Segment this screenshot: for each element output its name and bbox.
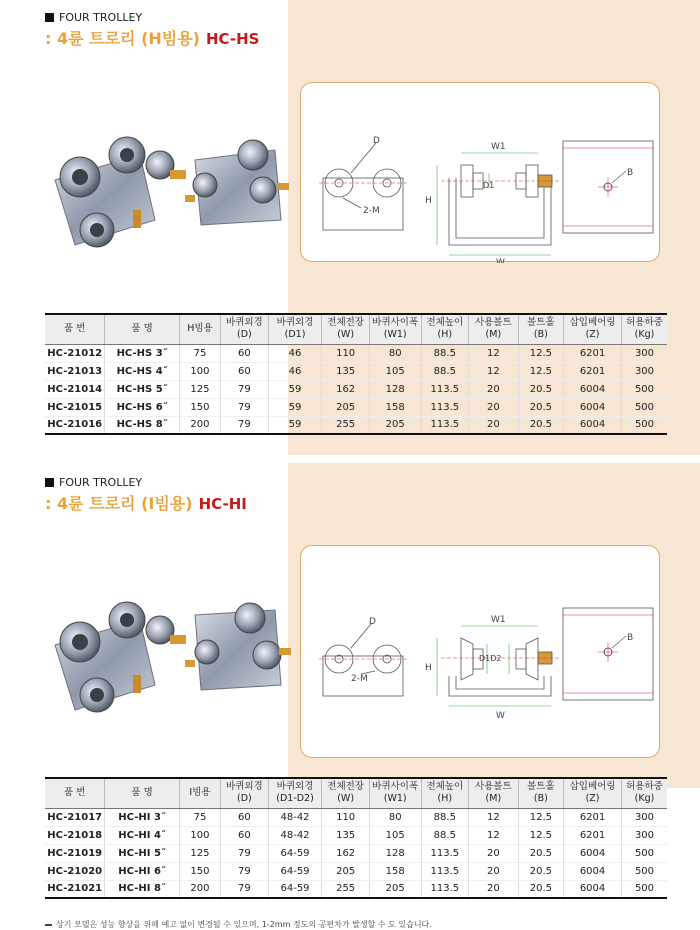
table-row bbox=[45, 826, 667, 844]
table-cell: 80 bbox=[369, 808, 421, 826]
table-cell: 59 bbox=[268, 380, 322, 398]
table-cell: 500 bbox=[621, 880, 667, 898]
table-cell: 12 bbox=[469, 808, 519, 826]
table-cell: 6004 bbox=[564, 380, 622, 398]
table-cell: 12.5 bbox=[518, 808, 563, 826]
table-cell: 59 bbox=[268, 398, 322, 416]
table-cell: HC-21015 bbox=[45, 398, 105, 416]
square-bullet-icon bbox=[45, 13, 54, 22]
table-cell: HC-21017 bbox=[45, 808, 105, 826]
table-cell: HC-21014 bbox=[45, 380, 105, 398]
table-cell: HC-HI 3˝ bbox=[105, 808, 179, 826]
table-row bbox=[45, 398, 667, 416]
table-cell: 6201 bbox=[564, 362, 622, 380]
table-row bbox=[45, 862, 667, 880]
table-cell: 79 bbox=[221, 380, 269, 398]
table-cell: 500 bbox=[621, 416, 667, 434]
table-cell: 135 bbox=[322, 826, 370, 844]
table-cell: 46 bbox=[268, 362, 322, 380]
table-cell: 300 bbox=[621, 344, 667, 362]
table-cell: 64-59 bbox=[268, 862, 322, 880]
table-cell: 6004 bbox=[564, 844, 622, 862]
table-cell: HC-21019 bbox=[45, 844, 105, 862]
table-cell: 20.5 bbox=[518, 862, 563, 880]
table-cell: 105 bbox=[369, 362, 421, 380]
table-cell: 205 bbox=[322, 862, 370, 880]
table-cell: 60 bbox=[221, 808, 269, 826]
table-cell: 20 bbox=[469, 844, 519, 862]
diagram-label-d1: D1 bbox=[483, 181, 495, 190]
table-cell: 20.5 bbox=[518, 844, 563, 862]
table-cell: 162 bbox=[322, 380, 370, 398]
table-cell: 150 bbox=[179, 398, 220, 416]
table-cell: 500 bbox=[621, 862, 667, 880]
table-cell: 255 bbox=[322, 880, 370, 898]
table-cell: 20.5 bbox=[518, 380, 563, 398]
table-cell: 12.5 bbox=[518, 344, 563, 362]
table-cell: 20.5 bbox=[518, 398, 563, 416]
table-cell: 6201 bbox=[564, 344, 622, 362]
diagram-label-w: W bbox=[496, 711, 505, 721]
table-cell: 48-42 bbox=[268, 808, 322, 826]
table-cell: HC-HI 8˝ bbox=[105, 880, 179, 898]
table-cell: 200 bbox=[179, 416, 220, 434]
table-cell: HC-HS 8˝ bbox=[105, 416, 179, 434]
diagram-label-d: D bbox=[369, 617, 376, 627]
table-cell: 20 bbox=[469, 398, 519, 416]
table-cell: 64-59 bbox=[268, 844, 322, 862]
table-cell: 6004 bbox=[564, 862, 622, 880]
table-cell: HC-HS 4˝ bbox=[105, 362, 179, 380]
table-cell: 6201 bbox=[564, 808, 622, 826]
table-row bbox=[45, 344, 667, 362]
technical-drawing-hs bbox=[301, 83, 661, 263]
table-cell: 79 bbox=[221, 416, 269, 434]
table-cell: 300 bbox=[621, 826, 667, 844]
table-cell: HC-HI 6˝ bbox=[105, 862, 179, 880]
table-cell: 88.5 bbox=[421, 344, 469, 362]
table-cell: HC-HI 4˝ bbox=[105, 826, 179, 844]
table-cell: 205 bbox=[369, 416, 421, 434]
table-cell: 59 bbox=[268, 416, 322, 434]
table-row bbox=[45, 808, 667, 826]
table-cell: 88.5 bbox=[421, 362, 469, 380]
table-cell: 20 bbox=[469, 416, 519, 434]
table-cell: 75 bbox=[179, 344, 220, 362]
table-row bbox=[45, 880, 667, 898]
table-cell: 135 bbox=[322, 362, 370, 380]
table-cell: 300 bbox=[621, 362, 667, 380]
table-header-row: 품 번 품 명 I빔용 바퀴외경 (D) 바퀴외경 (D1-D2) 전체전장 (W) 바퀴사이폭 (W1) 전체높이 (H) 사용볼트 (M) 볼트홀 (B) 삽입베어링 (Z) 허용하중 (Kg) bbox=[45, 778, 667, 808]
diagram-label-m: 2-M bbox=[363, 206, 380, 216]
table-cell: 113.5 bbox=[421, 380, 469, 398]
table-row bbox=[45, 844, 667, 862]
spec-table-hs bbox=[45, 313, 667, 435]
section-header-hi bbox=[45, 476, 247, 514]
table-cell: 125 bbox=[179, 380, 220, 398]
table-cell: 162 bbox=[322, 844, 370, 862]
diagram-label-d1d2: D1D2 bbox=[479, 654, 502, 663]
table-cell: 105 bbox=[369, 826, 421, 844]
table-cell: 110 bbox=[322, 344, 370, 362]
table-row bbox=[45, 362, 667, 380]
table-cell: 205 bbox=[369, 880, 421, 898]
table-cell: HC-HS 5˝ bbox=[105, 380, 179, 398]
diagram-label-h: H bbox=[425, 196, 432, 206]
table-cell: 46 bbox=[268, 344, 322, 362]
diagram-label-b: B bbox=[627, 168, 634, 178]
diagram-label-w: W bbox=[496, 258, 505, 263]
table-header-row: 품 번 품 명 H빔용 바퀴외경 (D) 바퀴외경 (D1) 전체전장 (W) 바퀴사이폭 (W1) 전체높이 (H) 사용볼트 (M) 볼트홀 (B) 삽입베어링 (Z) 허용하중 (Kg) bbox=[45, 314, 667, 344]
table-cell: 79 bbox=[221, 880, 269, 898]
spec-table-hi bbox=[45, 777, 667, 899]
table-cell: 88.5 bbox=[421, 808, 469, 826]
table-cell: 500 bbox=[621, 380, 667, 398]
diagram-label-w1: W1 bbox=[491, 142, 506, 152]
diagram-label-w1: W1 bbox=[491, 615, 506, 625]
table-cell: 88.5 bbox=[421, 826, 469, 844]
kicker: FOUR TROLLEY bbox=[45, 11, 260, 24]
product-photo-hs bbox=[45, 125, 295, 250]
table-cell: 20 bbox=[469, 380, 519, 398]
table-cell: 79 bbox=[221, 398, 269, 416]
table-row bbox=[45, 380, 667, 398]
table-cell: 110 bbox=[322, 808, 370, 826]
table-cell: 20.5 bbox=[518, 416, 563, 434]
dash-icon bbox=[45, 924, 52, 926]
table-cell: 6004 bbox=[564, 880, 622, 898]
table-cell: 12 bbox=[469, 344, 519, 362]
table-cell: 128 bbox=[369, 844, 421, 862]
table-cell: HC-21016 bbox=[45, 416, 105, 434]
product-photo-hi bbox=[45, 590, 295, 715]
table-cell: 12 bbox=[469, 362, 519, 380]
table-cell: HC-HS 3˝ bbox=[105, 344, 179, 362]
table-cell: 80 bbox=[369, 344, 421, 362]
table-cell: 20 bbox=[469, 862, 519, 880]
diagram-label-b: B bbox=[627, 633, 634, 643]
technical-drawing-box-hs bbox=[300, 82, 660, 262]
table-cell: HC-21018 bbox=[45, 826, 105, 844]
table-cell: 12.5 bbox=[518, 362, 563, 380]
table-cell: 79 bbox=[221, 862, 269, 880]
diagram-label-h: H bbox=[425, 663, 432, 673]
table-cell: 113.5 bbox=[421, 862, 469, 880]
table-cell: 60 bbox=[221, 362, 269, 380]
table-cell: 79 bbox=[221, 844, 269, 862]
footnote: 상기 모델은 성능 향상을 위해 예고 없이 변경될 수 있으며, 1-2mm 정도의 공편차가 발생할 수 도 있습니다. bbox=[45, 919, 432, 930]
diagram-label-d: D bbox=[373, 136, 380, 146]
section-header-hs bbox=[45, 11, 260, 49]
table-cell: 48-42 bbox=[268, 826, 322, 844]
table-cell: HC-HI 5˝ bbox=[105, 844, 179, 862]
table-cell: HC-21021 bbox=[45, 880, 105, 898]
table-cell: 255 bbox=[322, 416, 370, 434]
table-cell: 60 bbox=[221, 826, 269, 844]
table-cell: HC-HS 6˝ bbox=[105, 398, 179, 416]
table-row bbox=[45, 416, 667, 434]
table-cell: 6004 bbox=[564, 416, 622, 434]
kicker: FOUR TROLLEY bbox=[45, 476, 247, 489]
technical-drawing-box-hi bbox=[300, 545, 660, 758]
table-cell: 12.5 bbox=[518, 826, 563, 844]
table-cell: 20.5 bbox=[518, 880, 563, 898]
section-title: : 4륜 트로리 (H빔용) HC-HS bbox=[45, 29, 260, 48]
square-bullet-icon bbox=[45, 478, 54, 487]
section-title: : 4륜 트로리 (I빔용) HC-HI bbox=[45, 494, 247, 513]
table-cell: 75 bbox=[179, 808, 220, 826]
table-cell: 205 bbox=[322, 398, 370, 416]
table-cell: HC-21013 bbox=[45, 362, 105, 380]
table-cell: HC-21020 bbox=[45, 862, 105, 880]
diagram-label-m: 2-M bbox=[351, 674, 368, 684]
table-cell: 128 bbox=[369, 380, 421, 398]
table-cell: HC-21012 bbox=[45, 344, 105, 362]
table-cell: 158 bbox=[369, 862, 421, 880]
table-cell: 500 bbox=[621, 398, 667, 416]
table-cell: 100 bbox=[179, 826, 220, 844]
table-cell: 125 bbox=[179, 844, 220, 862]
table-cell: 500 bbox=[621, 844, 667, 862]
table-cell: 300 bbox=[621, 808, 667, 826]
table-cell: 6004 bbox=[564, 398, 622, 416]
table-cell: 158 bbox=[369, 398, 421, 416]
table-cell: 100 bbox=[179, 362, 220, 380]
table-cell: 64-59 bbox=[268, 880, 322, 898]
table-cell: 6201 bbox=[564, 826, 622, 844]
table-cell: 113.5 bbox=[421, 416, 469, 434]
table-cell: 200 bbox=[179, 880, 220, 898]
table-cell: 150 bbox=[179, 862, 220, 880]
technical-drawing-hi bbox=[301, 546, 661, 759]
table-cell: 12 bbox=[469, 826, 519, 844]
table-cell: 113.5 bbox=[421, 398, 469, 416]
table-cell: 113.5 bbox=[421, 880, 469, 898]
table-cell: 60 bbox=[221, 344, 269, 362]
table-cell: 113.5 bbox=[421, 844, 469, 862]
table-cell: 20 bbox=[469, 880, 519, 898]
